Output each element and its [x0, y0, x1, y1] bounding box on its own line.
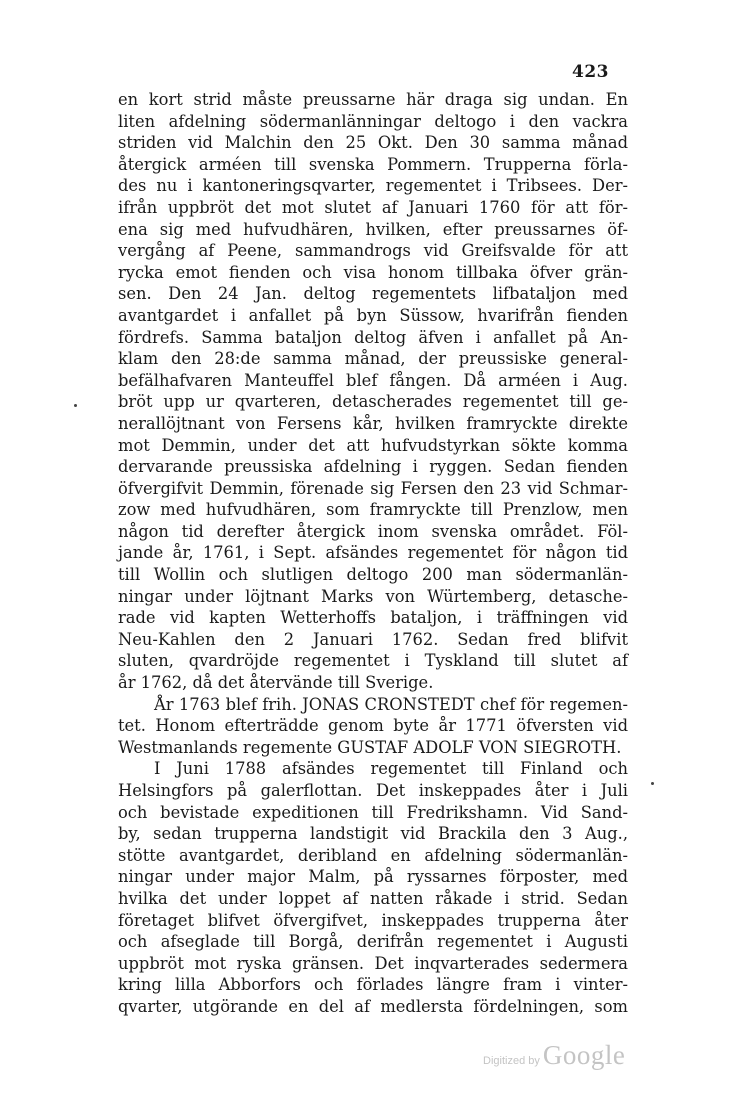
text-line: fördrefs. Samma bataljon deltog äfven i anfallet på An-: [118, 327, 628, 347]
google-logo: Google: [542, 1040, 626, 1070]
text-line: och afseglade till Borgå, derifrån regementet i Augusti: [118, 932, 628, 952]
paragraph-2: [118, 694, 628, 759]
body-text: [118, 89, 628, 1018]
text-line: mot Demmin, under det att hufvudstyrkan sökte komma: [118, 435, 628, 455]
text-line: liten afdelning södermanlänningar deltogo i den vackra: [118, 111, 628, 131]
text-line: sen. Den 24 Jan. deltog regementets lifbataljon med: [118, 284, 628, 304]
text-line: ningar under löjtnant Marks von Würtemberg, detasche-: [118, 586, 628, 606]
text-line: företaget blifvet öfvergifvet, inskeppades trupperna åter: [118, 910, 628, 930]
text-line: år 1762, då det återvände till Sverige.: [118, 673, 434, 693]
text-line: hvilka det under loppet af natten råkade i strid. Sedan: [118, 888, 628, 908]
text-line: qvarter, utgörande en del af medlersta fördelningen, som: [118, 996, 628, 1016]
text-line: rycka emot fienden och visa honom tillbaka öfver grän-: [118, 262, 628, 282]
text-line: ena sig med hufvudhären, hvilken, efter preussarnes öf-: [118, 219, 628, 239]
text-line: Neu-Kahlen den 2 Januari 1762. Sedan fred blifvit: [118, 629, 628, 649]
text-line: sluten, qvardröjde regementet i Tyskland till slutet af: [118, 651, 628, 671]
text-line: rade vid kapten Wetterhoffs bataljon, i träffningen vid: [118, 608, 628, 628]
text-line: dervarande preussiska afdelning i ryggen. Sedan fienden: [118, 457, 628, 477]
text-line: ifrån uppbröt det mot slutet af Januari 1760 för att för-: [118, 197, 628, 217]
text-line: till Wollin och slutligen deltogo 200 man södermanlän-: [118, 565, 628, 585]
text-line: Helsingfors på galerflottan. Det inskeppades åter i Juli: [118, 781, 628, 800]
text-line: I Juni 1788 afsändes regementet till Finland och: [154, 759, 628, 779]
text-line: någon tid derefter återgick inom svenska området. Föl-: [118, 521, 628, 541]
text-line: nerallöjtnant von Fersens kår, hvilken framryckte direkte: [118, 413, 628, 433]
text-line: jande år, 1761, i Sept. afsändes regementet för någon tid: [118, 543, 628, 563]
text-line: Westmanlands regemente GUSTAF ADOLF VON SIEGROTH.: [118, 737, 622, 757]
margin-speck: [74, 404, 77, 407]
text-line: klam den 28:de samma månad, der preussiske general-: [118, 349, 628, 369]
text-line: vergång af Peene, sammandrogs vid Greifsvalde för att: [118, 241, 628, 261]
margin-speck: [651, 782, 654, 785]
page-number: 423: [572, 62, 609, 82]
digitized-label: Digitized by: [483, 1055, 540, 1067]
paragraph-3: [118, 758, 628, 1017]
text-line: by, sedan trupperna landstigit vid Brackila den 3 Aug.,: [118, 824, 628, 844]
text-line: tet. Honom efterträdde genom byte år 1771 öfversten vid: [118, 716, 628, 736]
text-line: en kort strid måste preussarne här draga sig undan. En: [118, 90, 628, 109]
text-line: des nu i kantoneringsqvarter, regementet i Tribsees. Der-: [118, 176, 628, 196]
text-line: återgick arméen till svenska Pommern. Trupperna förla-: [118, 154, 628, 174]
text-line: avantgardet i anfallet på byn Süssow, hvarifrån fienden: [118, 305, 628, 325]
text-line: befälhafvaren Manteuffel blef fången. Då arméen i Aug.: [118, 370, 628, 390]
text-line: uppbröt mot ryska gränsen. Det inqvarterades sedermera: [118, 953, 628, 973]
text-line: öfvergifvit Demmin, förenade sig Fersen den 23 vid Schmar-: [118, 478, 628, 498]
text-line: År 1763 blef frih. JONAS CRONSTEDT chef för regemen-: [154, 694, 628, 714]
digitized-by-watermark: [483, 1040, 625, 1071]
text-line: ningar under major Malm, på ryssarnes förposter, med: [118, 867, 628, 887]
text-line: zow med hufvudhären, som framryckte till Prenzlow, men: [118, 500, 628, 520]
text-line: bröt upp ur qvarteren, detascherades regementet till ge-: [118, 392, 628, 412]
text-line: stötte avantgardet, deribland en afdelning södermanlän-: [118, 845, 628, 865]
text-line: och bevistade expeditionen till Fredrikshamn. Vid Sand-: [118, 802, 628, 822]
text-line: striden vid Malchin den 25 Okt. Den 30 samma månad: [118, 133, 628, 153]
paragraph-1: [118, 89, 628, 694]
text-line: kring lilla Abborfors och förlades längre fram i vinter-: [118, 975, 628, 995]
